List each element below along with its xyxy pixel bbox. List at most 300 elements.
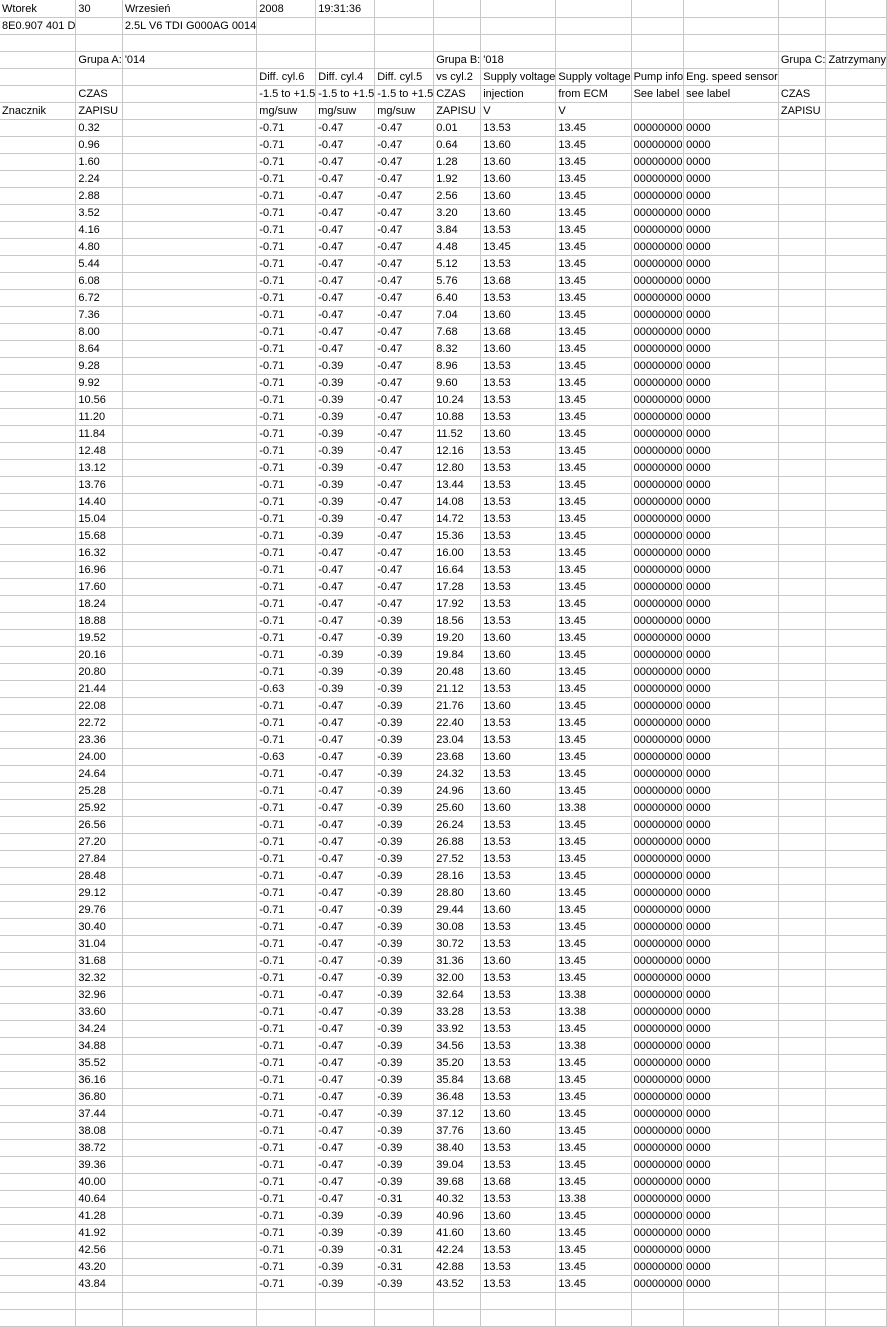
cell[interactable]: 13.45: [556, 918, 631, 935]
cell[interactable]: -0.39: [375, 1156, 434, 1173]
cell[interactable]: [434, 1292, 481, 1309]
cell[interactable]: [826, 1156, 886, 1173]
cell[interactable]: -0.39: [316, 1241, 375, 1258]
cell[interactable]: -0.47: [316, 867, 375, 884]
cell[interactable]: -0.71: [257, 1173, 316, 1190]
cell[interactable]: [0, 425, 76, 442]
cell[interactable]: -0.47: [375, 170, 434, 187]
cell[interactable]: 3.84: [434, 221, 481, 238]
cell[interactable]: 8.64: [76, 340, 122, 357]
cell[interactable]: -0.39: [316, 357, 375, 374]
cell[interactable]: [0, 1122, 76, 1139]
cell[interactable]: 0000: [684, 374, 779, 391]
cell[interactable]: [257, 34, 316, 51]
cell[interactable]: 13.60: [481, 1122, 556, 1139]
cell[interactable]: 26.88: [434, 833, 481, 850]
cell[interactable]: [826, 1020, 886, 1037]
cell[interactable]: -0.39: [375, 612, 434, 629]
cell[interactable]: 0000: [684, 578, 779, 595]
cell[interactable]: -0.47: [375, 408, 434, 425]
cell[interactable]: 13.45: [556, 901, 631, 918]
cell[interactable]: 0000: [684, 833, 779, 850]
cell[interactable]: [826, 0, 886, 17]
cell[interactable]: -0.71: [257, 1258, 316, 1275]
cell[interactable]: [826, 1139, 886, 1156]
cell[interactable]: 0000: [684, 204, 779, 221]
cell[interactable]: -0.71: [257, 1003, 316, 1020]
cell[interactable]: 12.48: [76, 442, 122, 459]
cell[interactable]: -0.47: [316, 289, 375, 306]
cell[interactable]: -0.71: [257, 204, 316, 221]
cell[interactable]: 13.60: [481, 136, 556, 153]
cell[interactable]: -0.39: [316, 1258, 375, 1275]
cell[interactable]: -0.39: [316, 425, 375, 442]
cell[interactable]: [122, 1054, 256, 1071]
cell[interactable]: 29.44: [434, 901, 481, 918]
cell[interactable]: [122, 340, 256, 357]
cell[interactable]: 00000000: [631, 561, 684, 578]
cell[interactable]: [556, 1292, 631, 1309]
cell[interactable]: [826, 612, 886, 629]
cell[interactable]: [122, 85, 256, 102]
cell[interactable]: 22.72: [76, 714, 122, 731]
cell[interactable]: 34.56: [434, 1037, 481, 1054]
cell[interactable]: 13.45: [556, 374, 631, 391]
cell[interactable]: [0, 952, 76, 969]
cell[interactable]: [826, 969, 886, 986]
cell[interactable]: [122, 1190, 256, 1207]
cell[interactable]: 0000: [684, 1207, 779, 1224]
cell[interactable]: -0.71: [257, 1190, 316, 1207]
cell[interactable]: [778, 510, 826, 527]
cell[interactable]: -0.71: [257, 1122, 316, 1139]
cell[interactable]: [826, 238, 886, 255]
cell[interactable]: [0, 1224, 76, 1241]
cell[interactable]: [122, 1292, 256, 1309]
cell[interactable]: -0.47: [316, 918, 375, 935]
cell[interactable]: 0000: [684, 612, 779, 629]
cell[interactable]: [826, 340, 886, 357]
cell[interactable]: 13.53: [481, 357, 556, 374]
cell[interactable]: [778, 1139, 826, 1156]
cell[interactable]: [826, 255, 886, 272]
cell[interactable]: -0.71: [257, 1139, 316, 1156]
cell[interactable]: -0.71: [257, 510, 316, 527]
cell[interactable]: -0.71: [257, 544, 316, 561]
cell[interactable]: -0.71: [257, 1105, 316, 1122]
cell[interactable]: 38.72: [76, 1139, 122, 1156]
cell[interactable]: CZAS: [76, 85, 122, 102]
cell[interactable]: -0.39: [375, 1207, 434, 1224]
cell[interactable]: 39.68: [434, 1173, 481, 1190]
cell[interactable]: [76, 1292, 122, 1309]
cell[interactable]: 0000: [684, 1139, 779, 1156]
cell[interactable]: [826, 1173, 886, 1190]
cell[interactable]: [826, 731, 886, 748]
cell[interactable]: -0.47: [375, 374, 434, 391]
cell[interactable]: [0, 1139, 76, 1156]
cell[interactable]: [122, 816, 256, 833]
cell[interactable]: -0.39: [375, 884, 434, 901]
cell[interactable]: 13.53: [481, 119, 556, 136]
cell[interactable]: -0.31: [375, 1241, 434, 1258]
cell[interactable]: -0.47: [316, 1071, 375, 1088]
cell[interactable]: 37.76: [434, 1122, 481, 1139]
cell[interactable]: -0.71: [257, 476, 316, 493]
cell[interactable]: [826, 1207, 886, 1224]
cell[interactable]: 0000: [684, 748, 779, 765]
cell[interactable]: 25.92: [76, 799, 122, 816]
cell[interactable]: [0, 697, 76, 714]
cell[interactable]: [0, 850, 76, 867]
cell[interactable]: 00000000: [631, 374, 684, 391]
cell[interactable]: 00000000: [631, 1156, 684, 1173]
cell[interactable]: -0.47: [316, 986, 375, 1003]
cell[interactable]: [481, 1292, 556, 1309]
cell[interactable]: -0.39: [375, 765, 434, 782]
cell[interactable]: 13.53: [481, 969, 556, 986]
cell[interactable]: [0, 221, 76, 238]
cell[interactable]: [826, 629, 886, 646]
cell[interactable]: 37.44: [76, 1105, 122, 1122]
cell[interactable]: [684, 34, 779, 51]
cell[interactable]: mg/suw: [257, 102, 316, 119]
cell[interactable]: -0.47: [316, 714, 375, 731]
cell[interactable]: V: [556, 102, 631, 119]
cell[interactable]: -0.39: [375, 867, 434, 884]
cell[interactable]: -0.71: [257, 238, 316, 255]
cell[interactable]: [826, 748, 886, 765]
cell[interactable]: 13.53: [481, 714, 556, 731]
cell[interactable]: 13.38: [556, 799, 631, 816]
cell[interactable]: [826, 595, 886, 612]
cell[interactable]: -0.31: [375, 1258, 434, 1275]
cell[interactable]: -0.39: [375, 816, 434, 833]
cell[interactable]: -0.71: [257, 833, 316, 850]
cell[interactable]: ZAPISU: [76, 102, 122, 119]
cell[interactable]: 0000: [684, 544, 779, 561]
cell[interactable]: 0000: [684, 1054, 779, 1071]
cell[interactable]: 13.45: [556, 425, 631, 442]
cell[interactable]: 00000000: [631, 136, 684, 153]
cell[interactable]: -0.71: [257, 1207, 316, 1224]
cell[interactable]: 41.28: [76, 1207, 122, 1224]
cell[interactable]: [0, 238, 76, 255]
cell[interactable]: [0, 391, 76, 408]
cell[interactable]: -0.47: [316, 561, 375, 578]
cell[interactable]: [778, 1173, 826, 1190]
cell[interactable]: [122, 374, 256, 391]
cell[interactable]: 13.45: [556, 646, 631, 663]
cell[interactable]: [0, 833, 76, 850]
cell[interactable]: 00000000: [631, 170, 684, 187]
cell[interactable]: 13.60: [481, 170, 556, 187]
cell[interactable]: [0, 1190, 76, 1207]
cell[interactable]: 00000000: [631, 901, 684, 918]
cell[interactable]: [778, 459, 826, 476]
cell[interactable]: 13.45: [556, 204, 631, 221]
cell[interactable]: 38.40: [434, 1139, 481, 1156]
cell[interactable]: [122, 459, 256, 476]
cell[interactable]: [122, 493, 256, 510]
cell[interactable]: [778, 799, 826, 816]
cell[interactable]: [122, 1258, 256, 1275]
cell[interactable]: [0, 969, 76, 986]
cell[interactable]: [122, 289, 256, 306]
cell[interactable]: -0.39: [316, 510, 375, 527]
cell[interactable]: 4.16: [76, 221, 122, 238]
cell[interactable]: -0.71: [257, 816, 316, 833]
cell[interactable]: [122, 204, 256, 221]
cell[interactable]: -0.39: [316, 408, 375, 425]
cell[interactable]: 17.60: [76, 578, 122, 595]
cell[interactable]: -0.47: [316, 952, 375, 969]
cell[interactable]: 00000000: [631, 153, 684, 170]
cell[interactable]: [434, 1309, 481, 1326]
cell[interactable]: [778, 731, 826, 748]
cell[interactable]: [826, 1054, 886, 1071]
cell[interactable]: [778, 646, 826, 663]
cell[interactable]: -0.71: [257, 935, 316, 952]
cell[interactable]: [778, 782, 826, 799]
cell[interactable]: [0, 1156, 76, 1173]
cell[interactable]: 0000: [684, 425, 779, 442]
cell[interactable]: -0.47: [316, 1139, 375, 1156]
cell[interactable]: 00000000: [631, 187, 684, 204]
cell[interactable]: -0.71: [257, 357, 316, 374]
cell[interactable]: [778, 612, 826, 629]
cell[interactable]: 23.68: [434, 748, 481, 765]
cell[interactable]: -0.47: [316, 1173, 375, 1190]
cell[interactable]: [122, 1275, 256, 1292]
cell[interactable]: -0.39: [316, 493, 375, 510]
cell[interactable]: [0, 1241, 76, 1258]
cell[interactable]: [122, 782, 256, 799]
cell[interactable]: -0.71: [257, 850, 316, 867]
cell[interactable]: 00000000: [631, 782, 684, 799]
cell[interactable]: 13.53: [481, 850, 556, 867]
cell[interactable]: 00000000: [631, 1224, 684, 1241]
cell[interactable]: 0000: [684, 408, 779, 425]
cell[interactable]: -0.71: [257, 272, 316, 289]
cell[interactable]: 13.60: [481, 663, 556, 680]
cell[interactable]: 00000000: [631, 884, 684, 901]
cell[interactable]: [778, 595, 826, 612]
cell[interactable]: [122, 901, 256, 918]
cell[interactable]: -0.71: [257, 255, 316, 272]
cell[interactable]: -0.71: [257, 1088, 316, 1105]
cell[interactable]: -0.71: [257, 901, 316, 918]
cell[interactable]: 13.45: [556, 323, 631, 340]
cell[interactable]: [826, 170, 886, 187]
cell[interactable]: [826, 816, 886, 833]
cell[interactable]: 13.60: [481, 306, 556, 323]
cell[interactable]: 33.60: [76, 1003, 122, 1020]
cell[interactable]: [778, 527, 826, 544]
cell[interactable]: -0.47: [375, 510, 434, 527]
cell[interactable]: [0, 374, 76, 391]
cell[interactable]: -0.47: [375, 442, 434, 459]
cell[interactable]: 13.76: [76, 476, 122, 493]
cell[interactable]: 6.40: [434, 289, 481, 306]
cell[interactable]: 00000000: [631, 714, 684, 731]
cell[interactable]: 00000000: [631, 595, 684, 612]
cell[interactable]: [778, 442, 826, 459]
cell[interactable]: [778, 663, 826, 680]
cell[interactable]: [826, 578, 886, 595]
cell[interactable]: [826, 1241, 886, 1258]
cell[interactable]: [631, 0, 684, 17]
cell[interactable]: injection: [481, 85, 556, 102]
cell[interactable]: 13.45: [556, 765, 631, 782]
cell[interactable]: -0.47: [316, 697, 375, 714]
cell[interactable]: 0000: [684, 867, 779, 884]
cell[interactable]: 4.48: [434, 238, 481, 255]
cell[interactable]: 13.45: [556, 136, 631, 153]
cell[interactable]: 13.60: [481, 646, 556, 663]
cell[interactable]: Supply voltage: [481, 68, 556, 85]
cell[interactable]: [122, 561, 256, 578]
cell[interactable]: -0.71: [257, 595, 316, 612]
cell[interactable]: 00000000: [631, 357, 684, 374]
cell[interactable]: -0.71: [257, 799, 316, 816]
cell[interactable]: 13.45: [556, 527, 631, 544]
cell[interactable]: 13.44: [434, 476, 481, 493]
cell[interactable]: [826, 1292, 886, 1309]
cell[interactable]: [778, 697, 826, 714]
cell[interactable]: [778, 1037, 826, 1054]
cell[interactable]: [778, 1003, 826, 1020]
cell[interactable]: [778, 969, 826, 986]
cell[interactable]: 41.60: [434, 1224, 481, 1241]
cell[interactable]: -0.71: [257, 714, 316, 731]
cell[interactable]: 15.68: [76, 527, 122, 544]
cell[interactable]: -0.71: [257, 697, 316, 714]
cell[interactable]: -0.47: [375, 425, 434, 442]
cell[interactable]: 13.45: [556, 867, 631, 884]
cell[interactable]: -0.47: [375, 323, 434, 340]
cell[interactable]: 31.04: [76, 935, 122, 952]
cell[interactable]: 7.36: [76, 306, 122, 323]
cell[interactable]: -0.47: [316, 935, 375, 952]
cell[interactable]: 30.72: [434, 935, 481, 952]
cell[interactable]: 1.60: [76, 153, 122, 170]
cell[interactable]: -0.71: [257, 578, 316, 595]
cell[interactable]: 13.45: [556, 1054, 631, 1071]
cell[interactable]: 13.53: [481, 731, 556, 748]
cell[interactable]: [122, 680, 256, 697]
cell[interactable]: -0.39: [316, 1207, 375, 1224]
cell[interactable]: mg/suw: [375, 102, 434, 119]
cell[interactable]: 27.84: [76, 850, 122, 867]
cell[interactable]: [826, 1037, 886, 1054]
cell[interactable]: 13.45: [556, 493, 631, 510]
cell[interactable]: 13.53: [481, 391, 556, 408]
cell[interactable]: 00000000: [631, 1105, 684, 1122]
cell[interactable]: 13.45: [556, 1105, 631, 1122]
cell[interactable]: [0, 476, 76, 493]
cell[interactable]: [826, 850, 886, 867]
cell[interactable]: 13.45: [556, 238, 631, 255]
cell[interactable]: [76, 1309, 122, 1326]
cell[interactable]: -0.71: [257, 221, 316, 238]
cell[interactable]: [778, 1309, 826, 1326]
cell[interactable]: [0, 459, 76, 476]
cell[interactable]: [122, 1122, 256, 1139]
cell[interactable]: 13.45: [556, 408, 631, 425]
cell[interactable]: [0, 782, 76, 799]
cell[interactable]: -0.47: [316, 1122, 375, 1139]
cell[interactable]: -0.47: [316, 578, 375, 595]
cell[interactable]: [0, 493, 76, 510]
cell[interactable]: -0.71: [257, 153, 316, 170]
cell[interactable]: 13.45: [556, 1122, 631, 1139]
cell[interactable]: 26.56: [76, 816, 122, 833]
cell[interactable]: -0.71: [257, 1071, 316, 1088]
cell[interactable]: [556, 1309, 631, 1326]
cell[interactable]: [826, 663, 886, 680]
cell[interactable]: -0.39: [375, 799, 434, 816]
cell[interactable]: [0, 816, 76, 833]
cell[interactable]: [826, 1190, 886, 1207]
cell[interactable]: 2.5L V6 TDI G000AG 0014: [122, 17, 256, 34]
cell[interactable]: 18.88: [76, 612, 122, 629]
cell[interactable]: -0.71: [257, 867, 316, 884]
cell[interactable]: 13.60: [481, 204, 556, 221]
cell[interactable]: [778, 289, 826, 306]
cell[interactable]: 13.45: [556, 680, 631, 697]
cell[interactable]: 19.20: [434, 629, 481, 646]
cell[interactable]: 17.28: [434, 578, 481, 595]
cell[interactable]: 13.45: [556, 714, 631, 731]
cell[interactable]: -0.47: [375, 340, 434, 357]
cell[interactable]: 13.60: [481, 748, 556, 765]
cell[interactable]: -0.47: [316, 119, 375, 136]
cell[interactable]: 43.52: [434, 1275, 481, 1292]
cell[interactable]: [0, 85, 76, 102]
cell[interactable]: [778, 34, 826, 51]
cell[interactable]: -0.39: [375, 1139, 434, 1156]
cell[interactable]: 13.12: [76, 459, 122, 476]
cell[interactable]: 36.80: [76, 1088, 122, 1105]
cell[interactable]: -0.39: [316, 442, 375, 459]
cell[interactable]: 13.53: [481, 1275, 556, 1292]
cell[interactable]: [0, 272, 76, 289]
cell[interactable]: see label: [684, 85, 779, 102]
cell[interactable]: 24.32: [434, 765, 481, 782]
cell[interactable]: [122, 765, 256, 782]
cell[interactable]: [316, 34, 375, 51]
cell[interactable]: 30.40: [76, 918, 122, 935]
cell[interactable]: 0000: [684, 1020, 779, 1037]
cell[interactable]: 0000: [684, 1088, 779, 1105]
cell[interactable]: [0, 255, 76, 272]
cell[interactable]: [122, 969, 256, 986]
cell[interactable]: 13.53: [481, 442, 556, 459]
cell[interactable]: 13.53: [481, 918, 556, 935]
cell[interactable]: -0.71: [257, 1054, 316, 1071]
cell[interactable]: -0.47: [375, 476, 434, 493]
cell[interactable]: [122, 731, 256, 748]
cell[interactable]: 00000000: [631, 527, 684, 544]
cell[interactable]: 0000: [684, 1275, 779, 1292]
cell[interactable]: -0.47: [375, 578, 434, 595]
cell[interactable]: [826, 221, 886, 238]
cell[interactable]: -0.39: [375, 680, 434, 697]
cell[interactable]: [778, 340, 826, 357]
cell[interactable]: [257, 17, 316, 34]
cell[interactable]: -0.71: [257, 986, 316, 1003]
